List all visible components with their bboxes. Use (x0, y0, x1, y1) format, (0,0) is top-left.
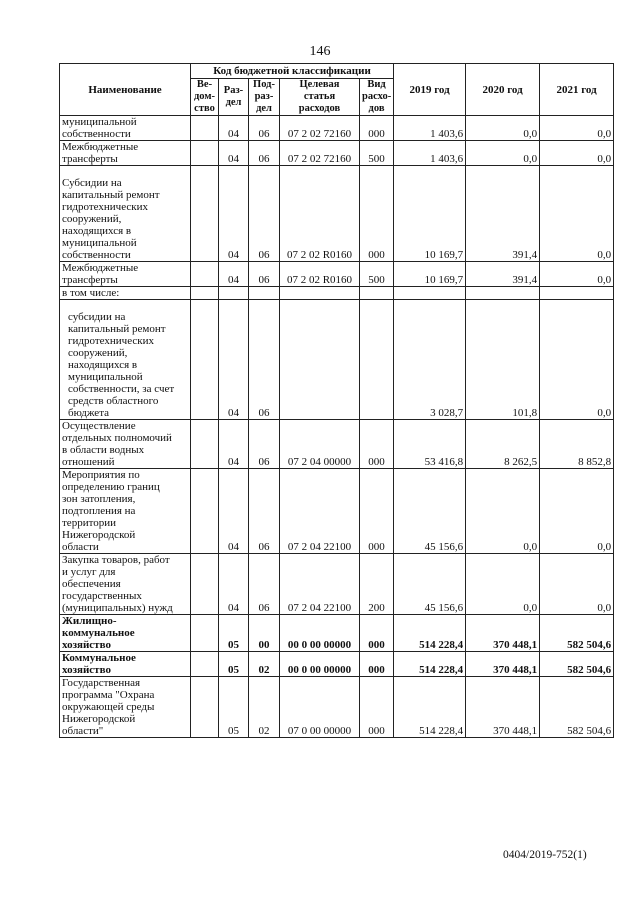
header-2020: 2020 год (466, 64, 540, 116)
row-expense-type: 000 (360, 420, 394, 469)
table-row (60, 300, 614, 420)
table-row (60, 420, 614, 469)
table-row (60, 652, 614, 677)
row-expense-type: 000 (360, 677, 394, 738)
row-vedomstvo (191, 166, 219, 262)
header-2019: 2019 год (394, 64, 466, 116)
row-amount-2019 (394, 287, 466, 300)
row-amount-2020 (466, 287, 540, 300)
row-name: Мероприятия по определению границ зон затопления, подтопления на территории Нижегородской области (60, 469, 191, 554)
row-podrazdel: 06 (249, 141, 280, 166)
row-target-article: 00 0 00 00000 (280, 615, 360, 652)
row-vedomstvo (191, 615, 219, 652)
row-vedomstvo (191, 469, 219, 554)
row-amount-2021: 0,0 (540, 262, 614, 287)
row-target-article (280, 300, 360, 420)
header-code-group: Код бюджетной классификации (191, 64, 394, 79)
row-target-article: 07 2 04 22100 (280, 554, 360, 615)
row-amount-2021: 582 504,6 (540, 652, 614, 677)
row-name: муниципальной собственности (60, 116, 191, 141)
row-amount-2021: 582 504,6 (540, 615, 614, 652)
row-razdel: 05 (219, 677, 249, 738)
row-amount-2021: 0,0 (540, 116, 614, 141)
row-target-article: 07 2 02 72160 (280, 116, 360, 141)
row-name: субсидии на капитальный ремонт гидротехнических сооружений, находящихся в муниципальной собственности, за счет средств областного бюджета (60, 300, 191, 420)
row-amount-2020: 391,4 (466, 166, 540, 262)
row-target-article: 07 2 02 R0160 (280, 262, 360, 287)
row-amount-2020: 8 262,5 (466, 420, 540, 469)
row-amount-2019: 1 403,6 (394, 141, 466, 166)
row-podrazdel (249, 287, 280, 300)
row-target-article: 07 0 00 00000 (280, 677, 360, 738)
row-amount-2019: 45 156,6 (394, 554, 466, 615)
row-amount-2020: 0,0 (466, 469, 540, 554)
row-podrazdel: 06 (249, 554, 280, 615)
row-expense-type: 000 (360, 652, 394, 677)
row-amount-2021: 0,0 (540, 469, 614, 554)
table-row (60, 469, 614, 554)
row-amount-2020: 101,8 (466, 300, 540, 420)
header-target-article: Целевая статья расходов (280, 79, 360, 116)
row-expense-type: 500 (360, 262, 394, 287)
row-podrazdel: 02 (249, 677, 280, 738)
table-row (60, 141, 614, 166)
row-amount-2020: 0,0 (466, 141, 540, 166)
row-amount-2020: 391,4 (466, 262, 540, 287)
row-amount-2019: 10 169,7 (394, 262, 466, 287)
row-target-article: 00 0 00 00000 (280, 652, 360, 677)
row-amount-2021 (540, 287, 614, 300)
row-amount-2019: 514 228,4 (394, 615, 466, 652)
row-razdel: 04 (219, 469, 249, 554)
row-podrazdel: 06 (249, 469, 280, 554)
row-expense-type: 000 (360, 469, 394, 554)
row-vedomstvo (191, 300, 219, 420)
row-expense-type: 000 (360, 615, 394, 652)
header-podrazdel: Под- раз- дел (249, 79, 280, 116)
row-podrazdel: 06 (249, 420, 280, 469)
row-razdel: 04 (219, 420, 249, 469)
row-name: Межбюджетные трансферты (60, 141, 191, 166)
table-row (60, 287, 614, 300)
table-row (60, 262, 614, 287)
row-amount-2020: 0,0 (466, 554, 540, 615)
row-name: Жилищно- коммунальное хозяйство (60, 615, 191, 652)
row-amount-2019: 3 028,7 (394, 300, 466, 420)
row-razdel: 05 (219, 652, 249, 677)
header-name: Наименование (60, 64, 191, 116)
row-vedomstvo (191, 420, 219, 469)
row-razdel: 04 (219, 262, 249, 287)
row-target-article: 07 2 02 72160 (280, 141, 360, 166)
row-podrazdel: 06 (249, 262, 280, 287)
row-name: Субсидии на капитальный ремонт гидротехнических сооружений, находящихся в муниципальной собственности (60, 166, 191, 262)
row-name: Коммунальное хозяйство (60, 652, 191, 677)
row-amount-2019: 53 416,8 (394, 420, 466, 469)
row-name: Закупка товаров, работ и услуг для обеспечения государственных (муниципальных) нужд (60, 554, 191, 615)
row-expense-type (360, 300, 394, 420)
row-amount-2021: 0,0 (540, 300, 614, 420)
table-row (60, 116, 614, 141)
row-name: в том числе: (60, 287, 191, 300)
row-target-article: 07 2 04 00000 (280, 420, 360, 469)
row-target-article: 07 2 02 R0160 (280, 166, 360, 262)
row-name: Межбюджетные трансферты (60, 262, 191, 287)
table-row (60, 166, 614, 262)
row-razdel (219, 287, 249, 300)
budget-table (59, 63, 614, 738)
row-razdel: 04 (219, 141, 249, 166)
header-razdel: Раз- дел (219, 79, 249, 116)
row-amount-2020: 370 448,1 (466, 615, 540, 652)
row-amount-2021: 8 852,8 (540, 420, 614, 469)
document-code: 0404/2019-752(1) (503, 849, 587, 861)
row-vedomstvo (191, 141, 219, 166)
row-vedomstvo (191, 554, 219, 615)
row-expense-type: 000 (360, 116, 394, 141)
row-expense-type (360, 287, 394, 300)
row-target-article: 07 2 04 22100 (280, 469, 360, 554)
page-number: 146 (309, 44, 331, 59)
row-expense-type: 000 (360, 166, 394, 262)
row-amount-2021: 0,0 (540, 166, 614, 262)
row-vedomstvo (191, 677, 219, 738)
row-amount-2020: 0,0 (466, 116, 540, 141)
row-razdel: 04 (219, 554, 249, 615)
row-amount-2019: 45 156,6 (394, 469, 466, 554)
row-expense-type: 500 (360, 141, 394, 166)
row-name: Государственная программа "Охрана окружающей среды Нижегородской области" (60, 677, 191, 738)
row-name: Осуществление отдельных полномочий в области водных отношений (60, 420, 191, 469)
row-podrazdel: 06 (249, 166, 280, 262)
row-amount-2021: 582 504,6 (540, 677, 614, 738)
header-vedomstvo: Ве- дом- ство (191, 79, 219, 116)
row-podrazdel: 00 (249, 615, 280, 652)
row-amount-2020: 370 448,1 (466, 652, 540, 677)
row-razdel: 05 (219, 615, 249, 652)
row-razdel: 04 (219, 300, 249, 420)
row-podrazdel: 06 (249, 300, 280, 420)
table-row (60, 677, 614, 738)
row-razdel: 04 (219, 116, 249, 141)
row-vedomstvo (191, 116, 219, 141)
table-row (60, 615, 614, 652)
row-podrazdel: 02 (249, 652, 280, 677)
row-amount-2019: 10 169,7 (394, 166, 466, 262)
row-amount-2021: 0,0 (540, 554, 614, 615)
row-target-article (280, 287, 360, 300)
row-amount-2019: 514 228,4 (394, 652, 466, 677)
header-expense-type: Вид расхо- дов (360, 79, 394, 116)
row-amount-2020: 370 448,1 (466, 677, 540, 738)
row-vedomstvo (191, 652, 219, 677)
row-vedomstvo (191, 287, 219, 300)
row-razdel: 04 (219, 166, 249, 262)
row-amount-2021: 0,0 (540, 141, 614, 166)
table-row (60, 554, 614, 615)
row-expense-type: 200 (360, 554, 394, 615)
header-2021: 2021 год (540, 64, 614, 116)
row-vedomstvo (191, 262, 219, 287)
row-podrazdel: 06 (249, 116, 280, 141)
row-amount-2019: 1 403,6 (394, 116, 466, 141)
row-amount-2019: 514 228,4 (394, 677, 466, 738)
